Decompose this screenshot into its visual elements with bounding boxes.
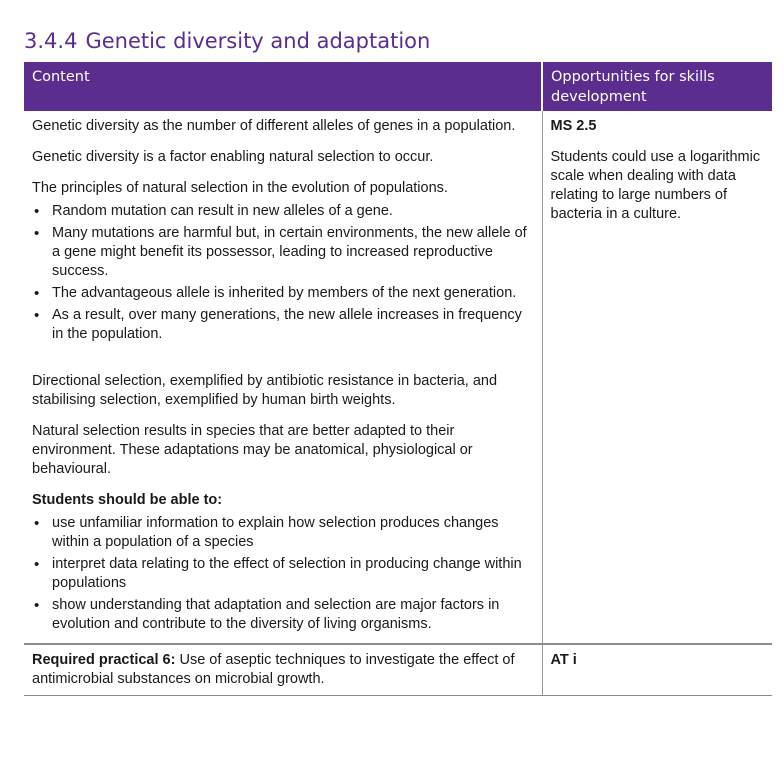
list-item: • Random mutation can result in new alleles of a gene.: [32, 202, 534, 221]
principles-list: [32, 202, 534, 344]
content-cell: [24, 111, 542, 644]
list-item: • As a result, over many generations, the new allele increases in frequency in the population.: [32, 306, 534, 344]
skills-code: MS 2.5: [550, 118, 597, 134]
practical-label: Required practical 6:: [32, 652, 176, 668]
section-title: [24, 29, 430, 53]
section-number: 3.4.4: [24, 29, 78, 53]
students-heading: Students should be able to:: [32, 492, 223, 508]
para-principles: The principles of natural selection in the evolution of populations.: [32, 180, 448, 196]
para-factor: Genetic diversity is a factor enabling natural selection to occur.: [32, 149, 434, 165]
students-list: [32, 514, 534, 634]
table-row-content: [24, 111, 772, 644]
spec-table: [24, 62, 772, 696]
list-item: • The advantageous allele is inherited by members of the next generation.: [32, 284, 534, 303]
section-title-text: Genetic diversity and adaptation: [85, 29, 431, 53]
list-item: • use unfamiliar information to explain how selection produces changes within a population of a species: [32, 514, 534, 552]
practical-text: Use of aseptic techniques to investigate the effect of antimicrobial substances on microbial growth.: [32, 652, 515, 687]
header-content: Content: [24, 62, 542, 111]
para-genetic-diversity: Genetic diversity as the number of different alleles of genes in a population.: [32, 118, 516, 134]
practical-skills-code: AT i: [550, 652, 577, 668]
list-item: • show understanding that adaptation and selection are major factors in evolution and contribute to the diversity of living organisms.: [32, 596, 534, 634]
header-skills: Opportunities for skills development: [542, 62, 772, 111]
list-item: • Many mutations are harmful but, in certain environments, the new allele of a gene might benefit its possessor, leading to increased reproductive success.: [32, 224, 534, 281]
skills-cell: [542, 111, 772, 644]
para-adaptations: Natural selection results in species that are better adapted to their environment. These adaptations may be anatomical, physiological or behavioural.: [32, 423, 473, 477]
practical-skills-cell: [542, 644, 772, 696]
skills-text: Students could use a logarithmic scale when dealing with data relating to large numbers of bacteria in a culture.: [550, 149, 761, 222]
list-item: • interpret data relating to the effect of selection in producing change within populations: [32, 555, 534, 593]
para-directional-selection: Directional selection, exemplified by antibiotic resistance in bacteria, and stabilising selection, exemplified by human birth weights.: [32, 373, 498, 408]
table-header-row: [24, 62, 772, 111]
practical-cell: [24, 644, 542, 696]
table-row-practical: [24, 644, 772, 696]
